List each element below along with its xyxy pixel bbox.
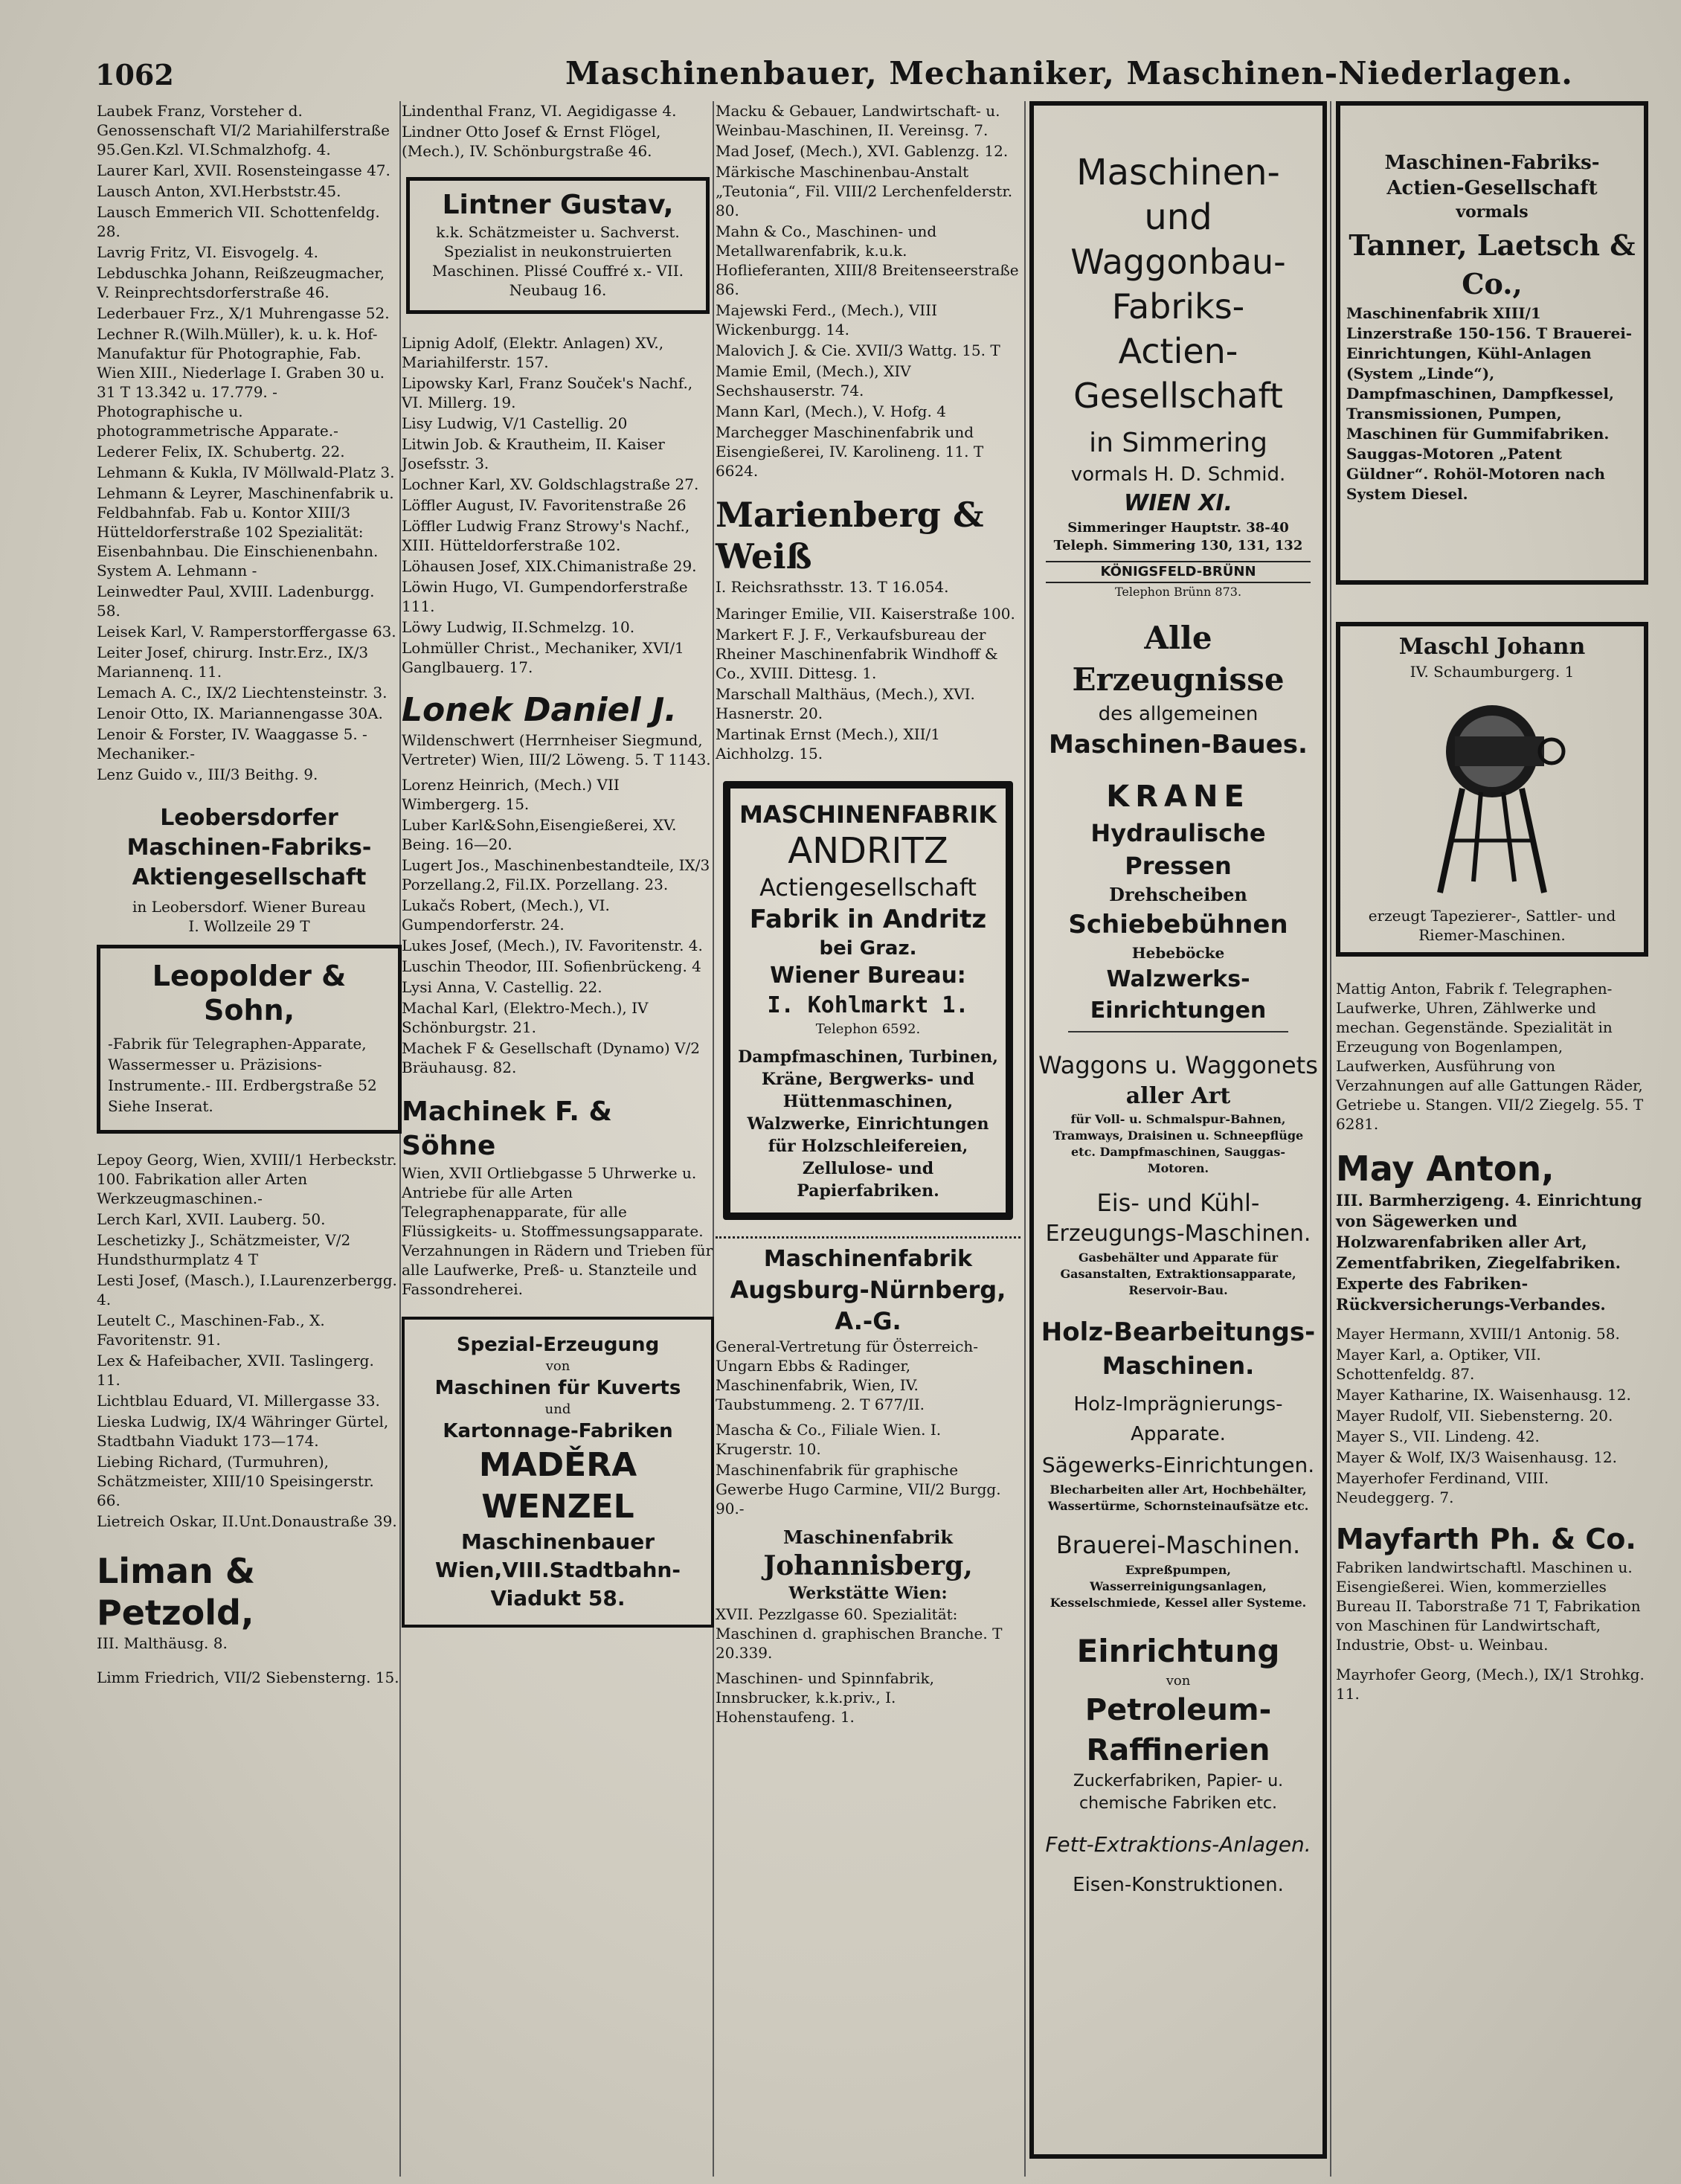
ad-title: Mayfarth Ph. & Co. (1336, 1523, 1636, 1555)
ad-line: und (544, 1401, 571, 1417)
column-1 (97, 101, 402, 1689)
ad-text: -Fabrik für Telegraphen-Apparate, Wassermesser u. Präzisions-Instrumente.- III. Erdbergstraße 52 Siehe Inserat. (108, 1035, 377, 1115)
ad-text: Fabriken landwirtschaftl. Maschinen u. Eisengießerei. Wien, kommerzielles Bureau II. Taborstraße 71 T, Fabrikation von Maschinen für Landwirtschaft, Industrie, Obst- u. Weinbau. (1336, 1558, 1641, 1654)
ad-line: Werkstätte Wien: (788, 1584, 948, 1603)
directory-entry: Löffler August, IV. Favoritenstraße 26 (402, 496, 687, 514)
ad-line: Maschinenfabrik (763, 1246, 973, 1272)
ad-text: General-Vertretung für Österreich-Ungarn Ebbs & Radinger, Maschinenfabrik, Wien, IV. Taubstummeng. 2. T 677/II. (716, 1337, 979, 1413)
ad-text: erzeugt Tapezierer-, Sattler- und Riemer-Maschinen. (1368, 907, 1616, 944)
column-divider (1330, 101, 1331, 2177)
directory-entry: Lipnig Adolf, (Elektr. Anlagen) XV., Mariahilferstr. 157. (402, 334, 664, 371)
entry-list (716, 1668, 1021, 1727)
directory-entry: Märkische Maschinenbau-Anstalt „Teutonia“, Fil. VIII/2 Lerchenfelderstr. 80. (716, 163, 1013, 219)
directory-entry: Mayrhofer Georg, (Mech.), IX/1 Strohkg. 11. (1336, 1666, 1645, 1703)
entry-list (402, 101, 714, 161)
ad-line: Walzwerks-Einrichtungen (1090, 966, 1267, 1024)
directory-entry: Mann Karl, (Mech.), V. Hofg. 4 (716, 402, 946, 420)
directory-entry: Mayer Hermann, XVIII/1 Antonig. 58. (1336, 1325, 1620, 1343)
ad-madera (402, 1317, 714, 1628)
ad-andritz (723, 781, 1013, 1220)
directory-entry: Leschetizky J., Schätzmeister, V/2 Hundsthurmplatz 4 T (97, 1231, 351, 1268)
ad-line: Brauerei-Maschinen. (1055, 1531, 1301, 1559)
ad-line: Telephon Brünn 873. (1114, 585, 1242, 599)
ad-title: Machinek F. & Söhne (402, 1096, 612, 1161)
ad-text: Zuckerfabriken, Papier- u. chemische Fabriken etc. (1073, 1772, 1284, 1813)
directory-entry: Marschall Malthäus, (Mech.), XVI. Hasnerstr. 20. (716, 685, 975, 722)
ad-mayfarth (1336, 1520, 1648, 1654)
directory-entry: Lukes Josef, (Mech.), IV. Favoritenstr. 4. (402, 937, 703, 954)
directory-entry: Lesti Josef, (Masch.), I.Laurenzerbergg. 4. (97, 1271, 397, 1308)
ad-tanner (1336, 101, 1648, 585)
ad-line: Alle Erzeugnisse (1072, 620, 1285, 698)
ad-line: aller Art (1125, 1083, 1231, 1109)
ad-line: von (545, 1358, 570, 1374)
ad-line: Maschinen für Kuverts (434, 1377, 681, 1399)
directory-entry: Lohmüller Christ., Mechaniker, XVI/1 Ganglbauerg. 17. (402, 639, 684, 676)
ad-line: Petroleum-Raffinerien (1084, 1693, 1272, 1767)
directory-entry: Lieska Ludwig, IX/4 Währinger Gürtel, Stadtbahn Viadukt 173—174. (97, 1413, 389, 1450)
directory-entry: Mayer Katharine, IX. Waisenhausg. 12. (1336, 1386, 1631, 1404)
ad-line: in Simmering (1089, 428, 1267, 458)
directory-entry: Lindenthal Franz, VI. Aegidigasse 4. (402, 102, 677, 120)
ad-title: Marienberg & Weiß (716, 495, 984, 576)
ad-line: von (1166, 1673, 1191, 1689)
directory-entry: Lehmann & Leyrer, Maschinenfabrik u. Feldbahnfab. Fab u. Kontor XIII/3 Hütteldorferstraße 102 Spezialität: Eisenbahnbau. Die Einschienenbahn. System A. Lehmann - (97, 484, 394, 579)
ad-text: IV. Schaumburgerg. 1 (1410, 663, 1575, 681)
ad-line: Maschinenbauer (460, 1529, 655, 1554)
entry-list (97, 101, 402, 784)
ad-line: des allgemeinen (1098, 703, 1259, 725)
ad-line: Sägewerks-Einrichtungen. (1041, 1453, 1315, 1477)
directory-entry: Macku & Gebauer, Landwirtschaft- u. Weinbau-Maschinen, II. Vereinsg. 7. (716, 102, 1000, 139)
entry-list (1336, 1324, 1648, 1507)
ad-line: WIEN XI. (1124, 490, 1232, 516)
directory-entry: Lysi Anna, V. Castellig. 22. (402, 978, 602, 996)
directory-entry: Lorenz Heinrich, (Mech.) VII Wimbergerg. 15. (402, 776, 620, 813)
directory-entry: Löffler Ludwig Franz Strowy's Nachf., XIII. Hütteldorferstraße 102. (402, 517, 690, 554)
entry-list (716, 1420, 1021, 1518)
ad-line: KRANE (1106, 780, 1250, 814)
ad-text: Blecharbeiten aller Art, Hochbehälter, Wassertürme, Schornsteinaufsätze etc. (1047, 1483, 1309, 1513)
entry-list (402, 775, 714, 1077)
directory-entry: Lex & Hafeibacher, XVII. Taslingerg. 11. (97, 1352, 374, 1389)
entry-list (716, 101, 1021, 481)
ad-line: Maschinen- und (1076, 152, 1280, 238)
entry-list (1336, 1665, 1648, 1703)
directory-entry: Lemach A. C., IX/2 Liechtensteinstr. 3. (97, 684, 388, 701)
directory-entry: Lederer Felix, IX. Schubertg. 22. (97, 443, 345, 460)
directory-entry: Lukačs Robert, (Mech.), VI. Gumpendorferstr. 24. (402, 896, 610, 934)
ad-line: Fabrik in Andritz (749, 905, 987, 934)
machine-illustration (1410, 692, 1574, 900)
ad-johannisberg (716, 1526, 1021, 1663)
directory-entry: Lausch Anton, XVI.Herbststr.45. (97, 182, 341, 200)
ad-line: Holz-Imprägnierungs-Apparate. (1073, 1393, 1283, 1445)
directory-entry: Lavrig Fritz, VI. Eisvogelg. 4. (97, 243, 319, 261)
directory-entry: Luber Karl&Sohn,Eisengießerei, XV. Being. 16—20. (402, 816, 677, 853)
directory-entry: Lechner R.(Wilh.Müller), k. u. k. Hof-Manufaktur für Photographie, Fab. Wien XIII., Niederlage I. Graben 30 u. 31 T 13.342 u. 17.779. -Photographische u. photogrammetrische Apparate.- (97, 325, 385, 440)
column-divider (1024, 101, 1026, 2177)
ad-line: Hebeböcke (1131, 944, 1225, 962)
directory-entry: Lietreich Oskar, II.Unt.Donaustraße 39. (97, 1512, 397, 1530)
ad-text: in Leobersdorf. Wiener Bureau (132, 898, 366, 916)
directory-entry: Laurer Karl, XVII. Rosensteingasse 47. (97, 161, 390, 179)
ad-line: I. Kohlmarkt 1. (767, 992, 969, 1018)
page-number: 1062 (95, 58, 174, 91)
directory-entry: Leisek Karl, V. Ramperstorffergasse 63. (97, 623, 396, 640)
ad-may (1336, 1147, 1648, 1315)
ad-line: Erzeugungs-Maschinen. (1045, 1221, 1311, 1247)
ad-line: Fett-Extraktions-Anlagen. (1045, 1832, 1311, 1857)
column-5 (1336, 101, 1648, 1705)
ad-title: Tanner, Laetsch & Co., (1349, 228, 1636, 301)
directory-entry: Lenoir Otto, IX. Mariannengasse 30A. (97, 704, 383, 722)
directory-entry: Löwin Hugo, VI. Gumpendorferstraße 111. (402, 578, 688, 615)
ad-title: Johannisberg, (763, 1550, 973, 1581)
ad-title: Aktiengesellschaft (132, 864, 367, 890)
ad-title: Maschl Johann (1398, 634, 1586, 660)
directory-entry: Maringer Emilie, VII. Kaiserstraße 100. (716, 605, 1015, 623)
ad-line: Wiener Bureau: (770, 963, 966, 989)
directory-entry: Mayerhofer Ferdinand, VIII. Neudeggerg. 7. (1336, 1469, 1549, 1506)
directory-entry: Liebing Richard, (Turmuhren), Schätzmeister, XIII/10 Speisingerstr. 66. (97, 1453, 374, 1509)
entry-list (97, 1668, 402, 1687)
ad-text: Maschinenfabrik XIII/1 Linzerstraße 150-156. T Brauerei-Einrichtungen, Kühl-Anlagen (System „Linde“), Dampfmaschinen, Dampfkessel, Transmissionen, Pumpen, Maschinen für Gummifabriken. Sauggas-Motoren „Patent Güldner“. Rohöl-Motoren nach System Diesel. (1346, 304, 1633, 503)
directory-entry: Mayer S., VII. Lindeng. 42. (1336, 1427, 1540, 1445)
ad-line: Teleph. Simmering 130, 131, 132 (1053, 538, 1303, 553)
ad-line: Spezial-Erzeugung (456, 1334, 660, 1356)
directory-entry: Lenoir & Forster, IV. Waaggasse 5. -Mechaniker.- (97, 725, 367, 762)
entry-list (1336, 979, 1648, 1134)
ad-line: Waggonbau-Fabriks- (1070, 242, 1286, 327)
directory-entry: Mamie Emil, (Mech.), XIV Sechshauserstr. 74. (716, 362, 911, 399)
directory-entry: Markert F. J. F., Verkaufsbureau der Rheiner Maschinenfabrik Windhoff & Co., XVIII. Dittesg. 1. (716, 626, 998, 682)
directory-entry: Malovich J. & Cie. XVII/3 Wattg. 15. T (716, 341, 1000, 359)
column-3 (716, 101, 1021, 1728)
directory-entry: Luschin Theodor, III. Sofienbrückeng. 4 (402, 957, 701, 975)
ad-text: III. Barmherzigeng. 4. Einrichtung von Sägewerken und Holzwarenfabriken aller Art, Zementfabriken, Ziegelfabriken. Experte des Fabriken-Rückversicherungs-Verbandes. (1336, 1191, 1642, 1314)
directory-entry: Mahn & Co., Maschinen- und Metallwarenfabrik, k.u.k. Hoflieferanten, XIII/8 Breitenseerstraße 86. (716, 222, 1019, 298)
directory-entry: Mayer Karl, a. Optiker, VII. Schottenfeldg. 87. (1336, 1346, 1541, 1383)
directory-entry: Lehmann & Kukla, IV Möllwald-Platz 3. (97, 463, 395, 481)
ad-line: KÖNIGSFELD-BRÜNN (1046, 561, 1311, 583)
directory-entry: Maschinen- und Spinnfabrik, Innsbrucker, k.k.priv., I. Hohenstaufeng. 1. (716, 1669, 935, 1726)
ad-line: Maschinen-Baues. (1049, 730, 1308, 759)
ad-text: Dampfmaschinen, Turbinen, Kräne, Bergwerks- und Hüttenmaschinen, Walzwerke, Einrichtungen für Holzschleifereien, Zellulose- und Papierfabriken. (738, 1047, 998, 1201)
ad-line: Schiebebühnen (1068, 910, 1288, 940)
directory-entry: Löhausen Josef, XIX.Chimanistraße 29. (402, 557, 697, 575)
ad-title: ANDRITZ (788, 830, 948, 872)
directory-entry: Lepoy Georg, Wien, XVIII/1 Herbeckstr. 100. Fabrikation aller Arten Werkzeugmaschinen.- (97, 1151, 397, 1207)
ad-maschl (1336, 622, 1648, 957)
ad-title: Leopolder & Sohn, (152, 960, 347, 1027)
directory-entry: Lenz Guido v., III/3 Beithg. 9. (97, 765, 318, 783)
ad-text: Expreßpumpen, Wasserreinigungsanlagen, Kesselschmiede, Kessel aller Systeme. (1050, 1563, 1307, 1610)
page-title: Maschinenbauer, Mechaniker, Maschinen-Niederlagen. (565, 55, 1573, 91)
ad-title: Leobersdorfer (160, 805, 338, 831)
ad-line: bei Graz. (819, 937, 917, 960)
directory-entry: Laubek Franz, Vorsteher d. Genossenschaft VI/2 Mariahilferstraße 95.Gen.Kzl. VI.Schmalzhofg. 4. (97, 102, 390, 158)
directory-entry: Mayer Rudolf, VII. Siebensterng. 20. (1336, 1407, 1613, 1425)
ad-line: Holz-Bearbeitungs- (1041, 1317, 1316, 1347)
ad-line: Wien,VIII.Stadtbahn-Viadukt 58. (435, 1558, 681, 1610)
ad-lonek (402, 690, 714, 769)
ad-line: Maschinen-Fabriks- (1384, 152, 1600, 174)
directory-entry: Limm Friedrich, VII/2 Siebensterng. 15. (97, 1668, 399, 1686)
ad-text: Wien, XVII Ortliebgasse 5 Uhrwerke u. Antriebe für alle Arten Telegraphenapparate, für alle Flüssigkeits- u. Stoffmessungsapparate. Verzahnungen in Rädern und Trieben für alle Laufwerke, Preß- u. Stanzteile und Fassondreherei. (402, 1164, 713, 1298)
ad-text: Wildenschwert (Herrnheiser Siegmund, Vertreter) Wien, III/2 Löweng. 5. T 1143. (402, 731, 711, 768)
divider (1068, 1031, 1288, 1032)
ad-title: Maschinen-Fabriks- (126, 835, 372, 861)
directory-entry: Löwy Ludwig, II.Schmelzg. 10. (402, 618, 635, 636)
directory-entry: Mascha & Co., Filiale Wien. I. Krugerstr. 10. (716, 1421, 942, 1458)
column-4 (1029, 101, 1327, 2159)
ad-machinek (402, 1095, 714, 1299)
directory-entry: Litwin Job. & Krautheim, II. Kaiser Josefsstr. 3. (402, 435, 665, 472)
ad-title: Lintner Gustav, (442, 190, 674, 220)
ad-line: Kartonnage-Fabriken (443, 1420, 673, 1442)
directory-entry: Lebduschka Johann, Reißzeugmacher, V. Reinprechtsdorferstraße 46. (97, 264, 385, 301)
ad-line: Hydraulische Pressen (1090, 819, 1266, 880)
directory-entry: Lindner Otto Josef & Ernst Flögel,(Mech.), IV. Schönburgstraße 46. (402, 123, 661, 160)
ad-liman (97, 1550, 402, 1653)
ad-line: vormals (1456, 202, 1529, 222)
ad-leobersdorfer (97, 803, 402, 936)
directory-entry: Lugert Jos., Maschinenbestandteile, IX/3 Porzellang.2, Fil.IX. Porzellang. 23. (402, 856, 710, 893)
ad-line: Maschinen. (1102, 1352, 1255, 1380)
ad-marienberg (716, 494, 1021, 597)
ad-title: May Anton, (1336, 1149, 1555, 1189)
directory-entry: Mattig Anton, Fabrik f. Telegraphen-Laufwerke, Uhren, Zählwerke und mechan. Gegenstände. Spezialität in Erzeugung von Bogenlampen, Laufwerken, Ausführung von Verzahnungen auf alle Gattungen Räder, Getriebe u. Stangen. VII/2 Ziegelg. 55. T 6281. (1336, 980, 1644, 1133)
ad-line: vormals H. D. Schmid. (1070, 463, 1286, 486)
ad-lintner (406, 177, 710, 314)
ad-line: Einrichtung (1076, 1633, 1280, 1669)
ad-title: Lonek Daniel J. (402, 691, 677, 729)
ad-text: für Voll- u. Schmalspur-Bahnen, Tramways, Draisinen u. Schneepflüge etc. Dampfmaschinen, Sauggas-Motoren. (1052, 1112, 1304, 1175)
ad-line: Drehscheiben (1109, 884, 1247, 905)
directory-entry: Leutelt C., Maschinen-Fab., X. Favoritenstr. 91. (97, 1311, 325, 1349)
directory-entry: Lichtblau Eduard, VI. Millergasse 33. (97, 1392, 380, 1410)
directory-entry: Maschinenfabrik für graphische Gewerbe Hugo Carmine, VII/2 Burgg. 90.- (716, 1461, 1001, 1517)
ad-line: Simmeringer Hauptstr. 38-40 (1067, 520, 1289, 536)
ad-line: Actien-Gesellschaft (1386, 177, 1598, 199)
column-2 (402, 101, 714, 1628)
ad-title: Liman & Petzold, (97, 1551, 255, 1633)
ad-title: Actien-Gesellschaft (1073, 331, 1283, 416)
ad-line: MASCHINENFABRIK (739, 800, 997, 829)
directory-entry: Lederbauer Frz., X/1 Muhrengasse 52. (97, 304, 390, 322)
ad-text: XVII. Pezzlgasse 60. Spezialität: Maschinen d. graphischen Branche. T 20.339. (716, 1605, 1003, 1662)
entry-list (402, 333, 714, 677)
directory-entry: Lausch Emmerich VII. Schottenfeldg. 28. (97, 203, 380, 240)
ad-augsburg (716, 1236, 1021, 1414)
directory-entry: Lisy Ludwig, V/1 Castellig. 20 (402, 414, 628, 432)
ad-text: k.k. Schätzmeister u. Sachverst. Spezialist in neukonstruierten Maschinen. Plissé Couffré x.- VII. Neubaug 16. (432, 223, 684, 299)
ad-line: Eis- und Kühl- (1096, 1189, 1260, 1217)
directory-entry: Leiter Josef, chirurg. Instr.Erz., IX/3 Mariannenq. 11. (97, 643, 369, 681)
ad-simmering (1029, 101, 1327, 2159)
directory-entry: Machek F & Gesellschaft (Dynamo) V/2 Bräuhausg. 82. (402, 1039, 700, 1076)
ad-line: Maschinenfabrik (782, 1526, 954, 1548)
directory-entry: Mad Josef, (Mech.), XVI. Gablenzg. 12. (716, 142, 1009, 160)
ad-title: MADĚRA WENZEL (478, 1446, 637, 1526)
directory-entry: Lerch Karl, XVII. Lauberg. 50. (97, 1210, 326, 1228)
ad-text: III. Malthäusg. 8. (97, 1634, 228, 1652)
directory-entry: Leinwedter Paul, XVIII. Ladenburgg. 58. (97, 582, 375, 620)
directory-entry: Lochner Karl, XV. Goldschlagstraße 27. (402, 475, 699, 493)
directory-entry: Lipowsky Karl, Franz Souček's Nachf., VI. Millerg. 19. (402, 374, 693, 411)
directory-entry: Machal Karl, (Elektro-Mech.), IV Schönburgstr. 21. (402, 999, 649, 1036)
ad-line: Telephon 6592. (815, 1021, 921, 1037)
entry-list (716, 604, 1021, 763)
directory-entry: Martinak Ernst (Mech.), XII/1 Aichholzg. 15. (716, 725, 940, 762)
entry-list (97, 1150, 402, 1531)
ad-text: I. Wollzeile 29 T (188, 917, 310, 935)
ad-line: Actiengesellschaft (759, 873, 977, 902)
directory-entry: Marchegger Maschinenfabrik und Eisengießerei, IV. Karolineng. 11. T 6624. (716, 423, 984, 480)
ad-line: Waggons u. Waggonets (1038, 1051, 1318, 1079)
ad-title: Augsburg-Nürnberg, A.-G. (730, 1276, 1006, 1335)
ad-text: Gasbehälter und Apparate für Gasanstalten, Extraktionsapparate, Reservoir-Bau. (1060, 1250, 1296, 1297)
directory-entry: Mayer & Wolf, IX/3 Waisenhausg. 12. (1336, 1448, 1618, 1466)
directory-entry: Majewski Ferd., (Mech.), VIII Wickenburgg. 14. (716, 301, 937, 338)
ad-line: Eisen-Konstruktionen. (1073, 1874, 1284, 1896)
ad-leopolder (97, 945, 402, 1134)
ad-text: I. Reichsrathsstr. 13. T 16.054. (716, 578, 949, 596)
